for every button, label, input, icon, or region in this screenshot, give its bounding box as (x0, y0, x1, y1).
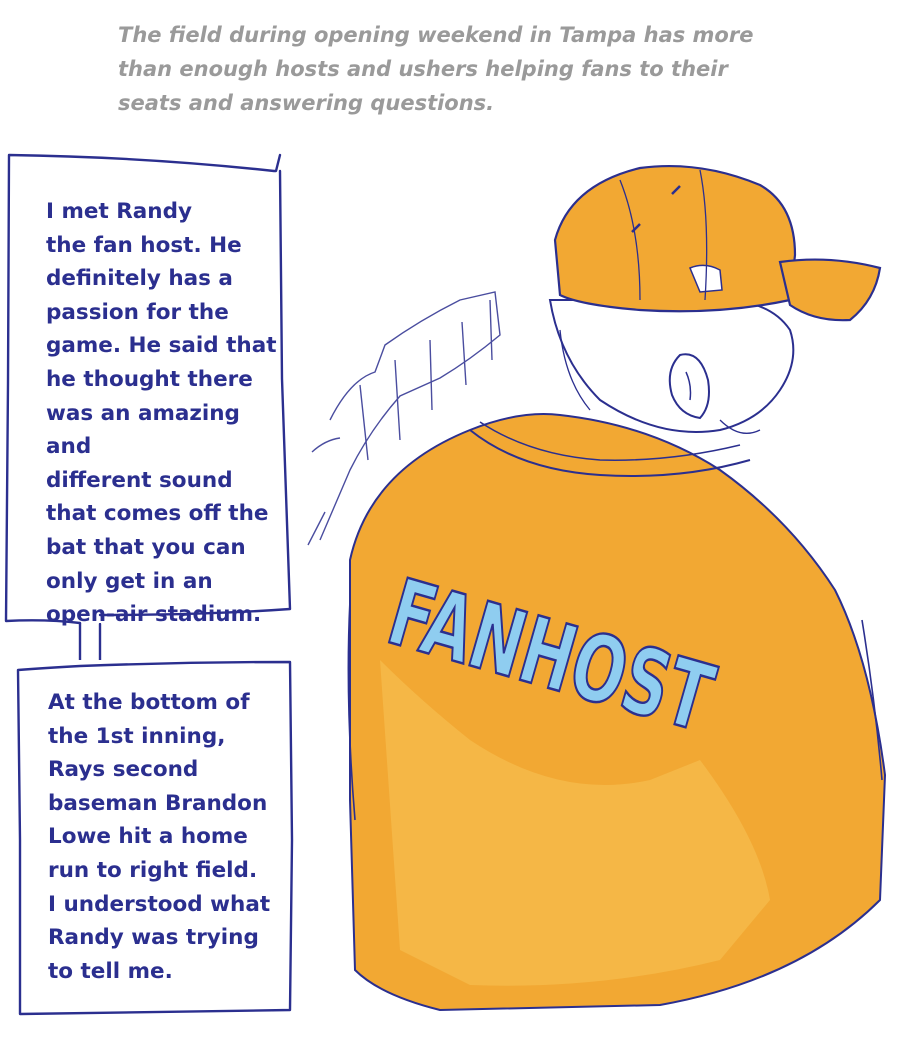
cap (555, 166, 795, 311)
caption: The field during opening weekend in Tampa has more than enough hosts and ushers helping fans to their seats and answering questions. (118, 23, 754, 115)
text-box-home-run (14, 660, 294, 1016)
text-box-home-run-text: At the bottom of the 1st inning, Rays second baseman Brandon Lowe hit a home run to right field. I understood what Randy was trying to tell me. (48, 690, 271, 984)
jersey-lettering-text: FANHOST (377, 558, 826, 782)
cap-brim (780, 260, 880, 321)
fan-host-illustration (300, 155, 898, 1015)
text-box-randy (6, 153, 290, 628)
text-box-randy-text: I met Randy the fan host. He definitely has a passion for the game. He said that he thought there was an amazing and different sound that comes off the bat that you can only get in an open-air stadium. (46, 199, 277, 628)
